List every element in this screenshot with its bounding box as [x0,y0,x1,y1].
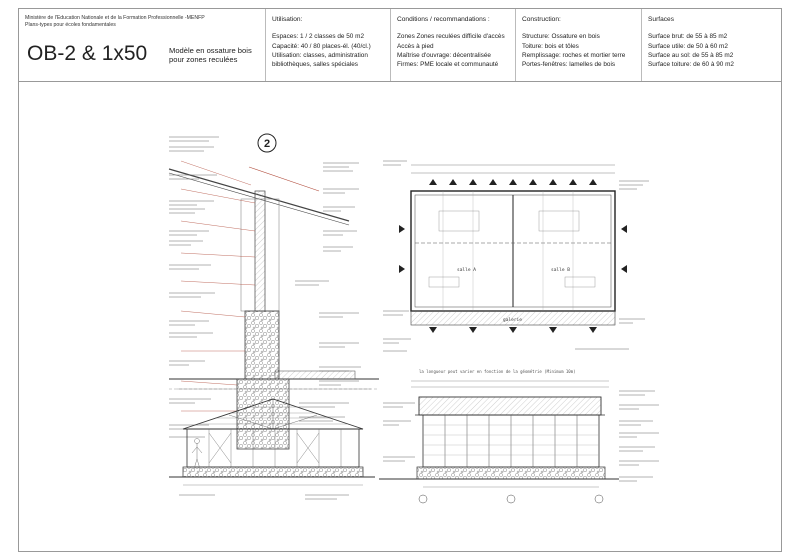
conditions-line: Zones Zones reculées difficile d'accès [397,33,505,41]
utilisation-line: Capacité: 40 / 80 places-él. (40/cl.) [272,42,371,50]
construction-title: Construction: [522,16,561,23]
plan-label-salle-a: salle A [457,268,476,273]
elevation-caption: la longueur peut varier en fonction de la géométrie (Minimum 10m) [419,369,576,374]
surfaces-title: Surfaces [648,16,675,23]
construction-cell [516,9,642,81]
surfaces-line: Surface toiture: de 60 à 90 m2 [648,61,734,69]
document-series: Plans-types pour écoles fondamentales [25,21,116,28]
construction-line: Toiture: bois et tôles [522,42,579,50]
utilisation-line: Utilisation: classes, administration [272,51,368,59]
floor-plan [383,161,649,351]
construction-line: Remplissage: roches et mortier terre [522,51,626,59]
utilisation-line: Espaces: 1 / 2 classes de 50 m2 [272,33,365,41]
construction-line: Portes-fenêtres: lamelles de bois [522,61,616,69]
human-figure-icon [192,439,202,470]
conditions-line: Firmes: PME locale et communauté [397,61,499,69]
utilisation-title: Utilisation: [272,16,303,23]
longitudinal-section [379,369,659,503]
model-code: OB-2 & 1x50 [27,42,148,65]
surfaces-line: Surface au sol: de 55 à 85 m2 [648,51,734,59]
conditions-title: Conditions / recommandations : [397,16,490,23]
conditions-line: Maîtrise d'ouvrage: décentralisée [397,51,491,59]
title-cell [19,9,266,81]
drawings-area [19,81,781,551]
title-block [19,9,781,82]
conditions-line: Accès à pied [397,42,434,50]
conditions-cell [391,9,516,81]
ministry-name: Ministère de l'Education Nationale et de la Formation Professionnelle -MENFP [25,15,205,21]
plan-label-salle-b: salle B [551,268,570,273]
construction-line: Structure: Ossature en bois [522,33,600,41]
plan-label-galerie: galerie [503,318,522,323]
model-subtitle: Modèle en ossature bois pour zones reculées [169,46,252,64]
wall-section-detail [169,134,379,449]
surfaces-line: Surface brut: de 55 à 85 m2 [648,33,728,41]
section-number: 2 [263,138,271,150]
surfaces-line: Surface utile: de 50 à 60 m2 [648,42,728,50]
surfaces-cell [642,9,781,81]
utilisation-line: bibliothèques, salles spéciales [272,61,358,69]
utilisation-cell [266,9,391,81]
drawing-sheet [18,8,782,552]
